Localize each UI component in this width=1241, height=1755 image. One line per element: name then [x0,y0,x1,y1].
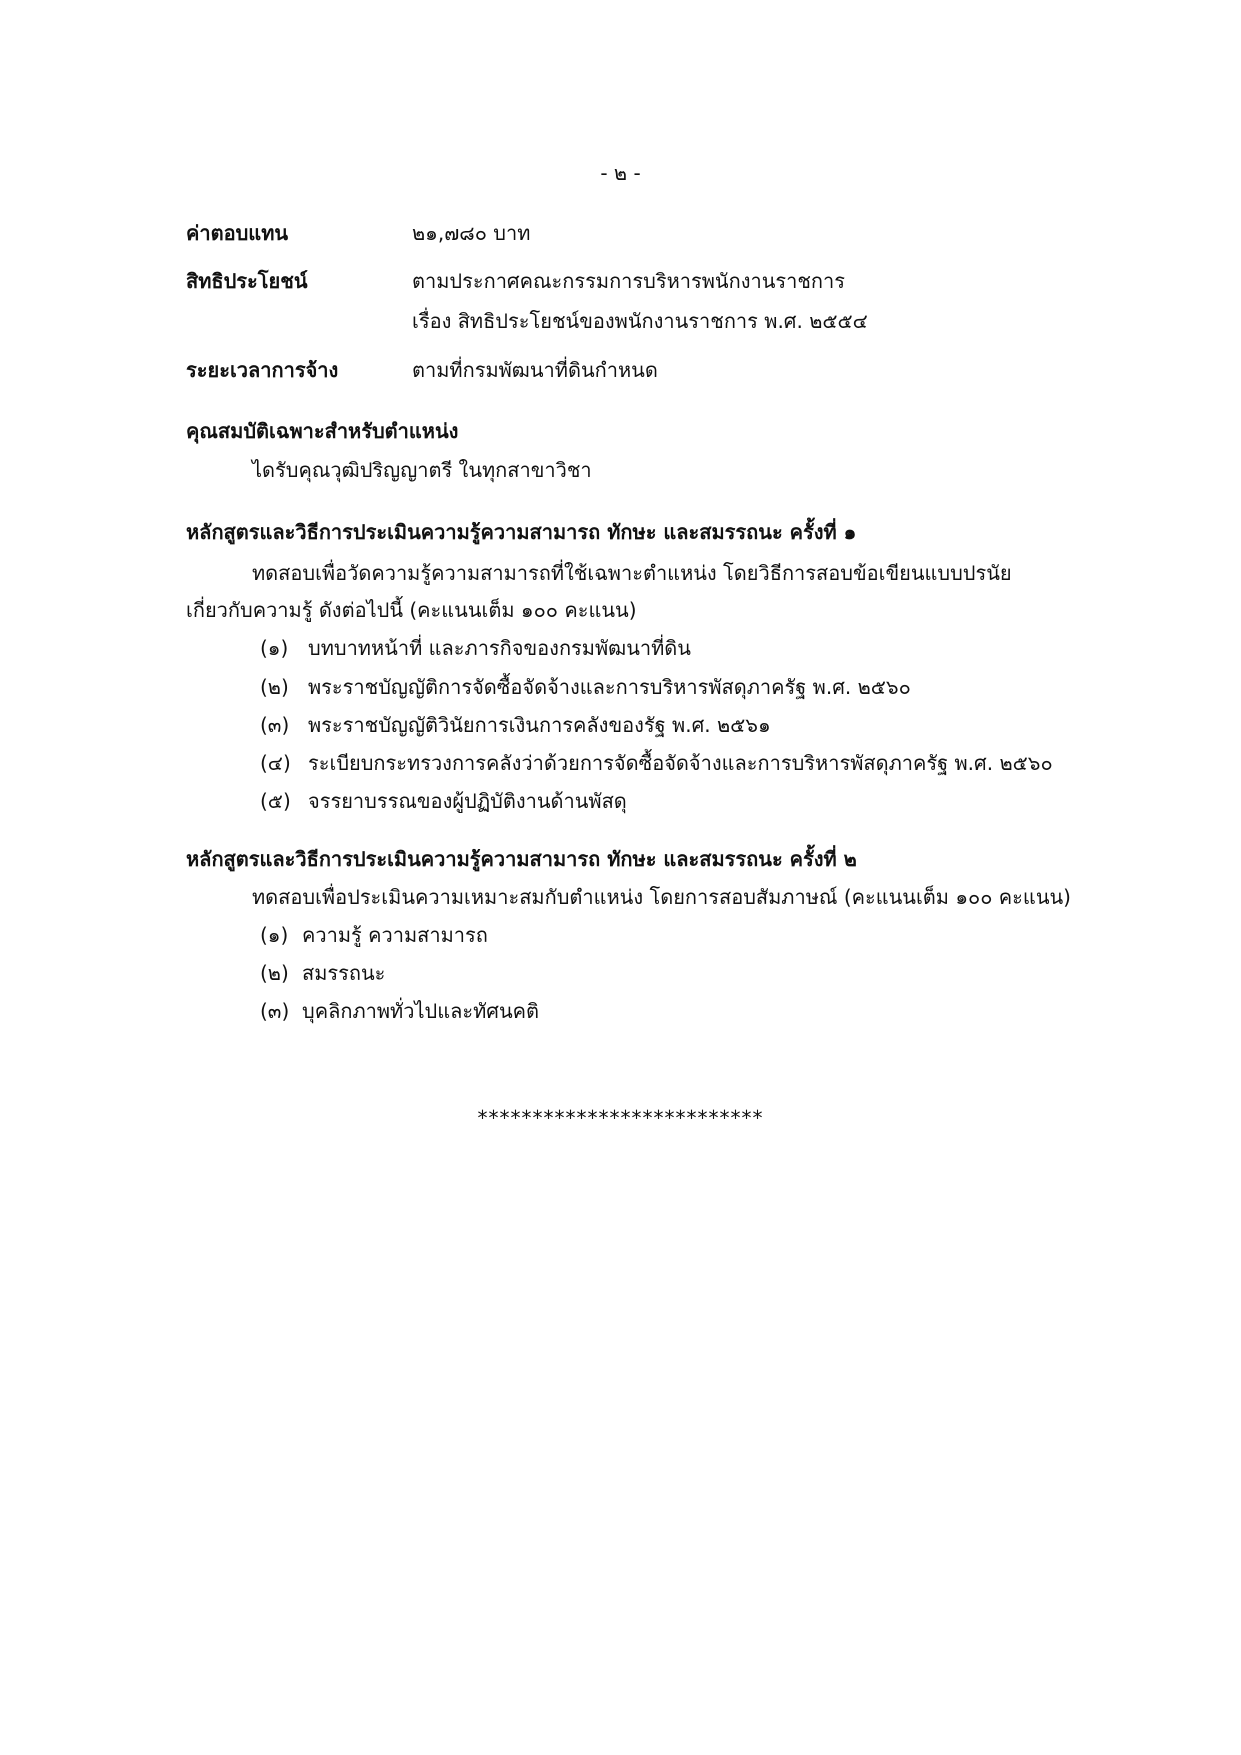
benefits-line: เรื่อง สิทธิประโยชน์ของพนักงานราชการ พ.ศ. ๒๕๕๔ [412,309,868,333]
round2-item-number: (๒) [260,961,289,985]
round1-intro-line: ทดสอบเพื่อวัดความรู้ความสามารถที่ใช้เฉพาะตำแหน่ง โดยวิธีการสอบข้อเขียนแบบปรนัย [252,561,1012,585]
round2-item-number: (๑) [260,923,289,947]
end-marker: ************************** [477,1106,764,1130]
compensation-label: ค่าตอบแทน [186,221,289,245]
round2-item-text: สมรรถนะ [302,961,386,985]
employment-period-label: ระยะเวลาการจ้าง [186,358,339,382]
round2-item-number: (๓) [260,999,290,1023]
round1-item-text: จรรยาบรรณของผู้ปฏิบัติงานด้านพัสดุ [308,789,627,813]
round1-item-text: พระราชบัญญัติการจัดซื้อจัดจ้างและการบริหารพัสดุภาครัฐ พ.ศ. ๒๕๖๐ [308,675,911,699]
round2-item-text: ความรู้ ความสามารถ [302,923,488,947]
round1-item-text: พระราชบัญญัติวินัยการเงินการคลังของรัฐ พ.ศ. ๒๕๖๑ [308,713,771,737]
round1-item-text: บทบาทหน้าที่ และภารกิจของกรมพัฒนาที่ดิน [308,636,691,660]
round1-item-text: ระเบียบกระทรวงการคลังว่าด้วยการจัดซื้อจัดจ้างและการบริหารพัสดุภาครัฐ พ.ศ. ๒๕๖๐ [308,751,1053,775]
benefits-label: สิทธิประโยชน์ [186,269,308,293]
round1-intro-line: เกี่ยวกับความรู้ ดังต่อไปนี้ (คะแนนเต็ม ๑๐๐ คะแนน) [186,598,637,622]
compensation-value: ๒๑,๗๘๐ บาท [412,221,531,245]
round1-item-number: (๑) [260,636,289,660]
page-number: - ๒ - [600,161,641,185]
qualifications-text: ไดรับคุณวุฒิปริญญาตรี ในทุกสาขาวิชา [252,458,592,482]
round1-item-number: (๕) [260,789,291,813]
qualifications-heading: คุณสมบัติเฉพาะสำหรับตำแหน่ง [186,419,459,443]
round2-intro: ทดสอบเพื่อประเมินความเหมาะสมกับตำแหน่ง โดยการสอบสัมภาษณ์ (คะแนนเต็ม ๑๐๐ คะแนน) [252,885,1071,909]
round2-heading: หลักสูตรและวิธีการประเมินความรู้ความสามารถ ทักษะ และสมรรถนะ ครั้งที่ ๒ [186,847,857,871]
round1-item-number: (๓) [260,713,290,737]
round1-item-number: (๔) [260,751,291,775]
employment-period-value: ตามที่กรมพัฒนาที่ดินกำหนด [412,358,658,382]
round1-item-number: (๒) [260,675,289,699]
round2-item-text: บุคลิกภาพทั่วไปและทัศนคติ [302,999,540,1023]
round1-heading: หลักสูตรและวิธีการประเมินความรู้ความสามารถ ทักษะ และสมรรถนะ ครั้งที่ ๑ [186,520,857,544]
benefits-line: ตามประกาศคณะกรรมการบริหารพนักงานราชการ [412,269,846,293]
